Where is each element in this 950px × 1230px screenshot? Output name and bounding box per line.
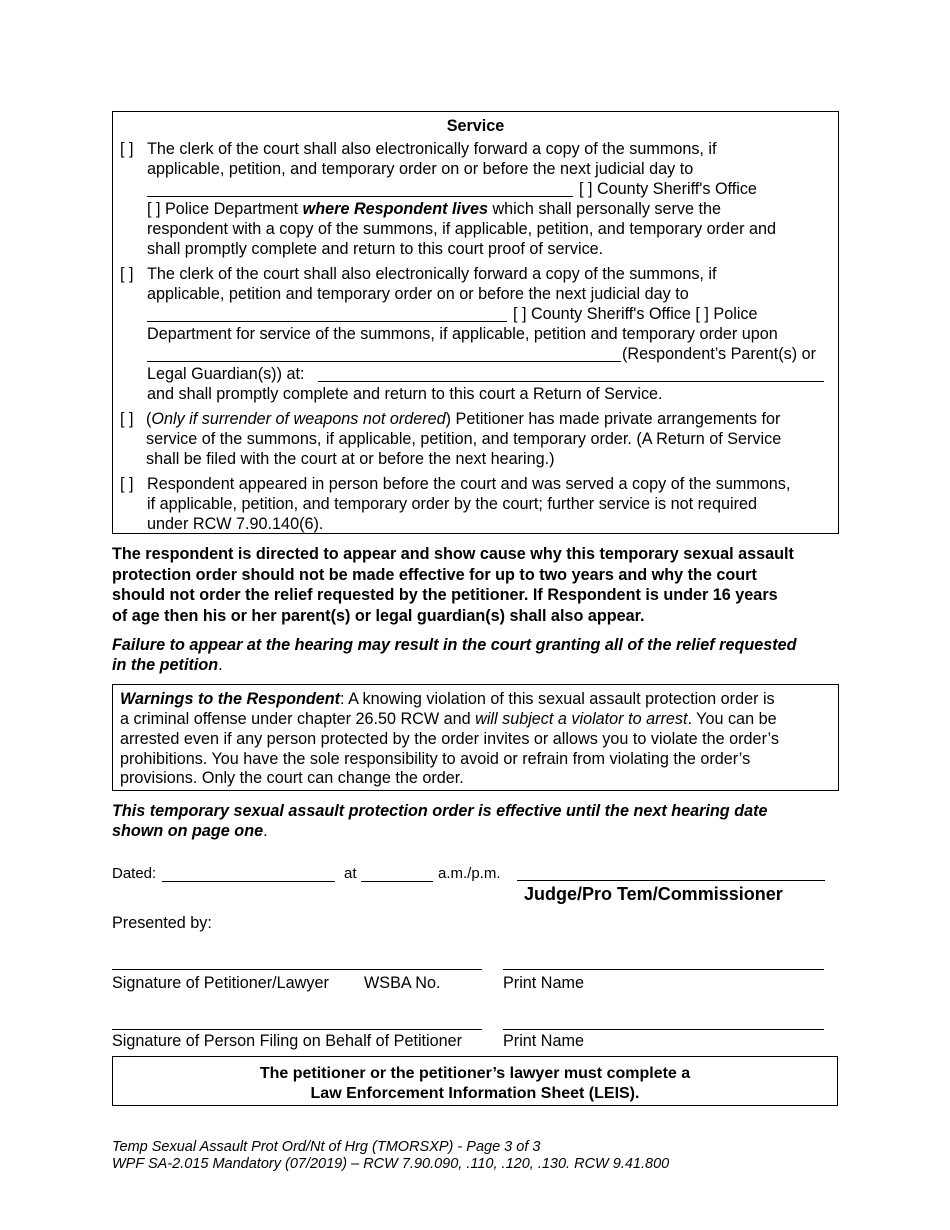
behalf-signature-label: Signature of Person Filing on Behalf of Petitioner (112, 1032, 463, 1050)
leis-line1: The petitioner or the petitioner’s lawyer must complete a (259, 1065, 691, 1082)
item1-police-option[interactable]: [ ] Police Department (147, 200, 303, 218)
print-name-line-2[interactable] (503, 1029, 824, 1030)
judge-title: Judge/Pro Tem/Commissioner (524, 884, 783, 904)
checkbox-item1[interactable]: [ ] (120, 140, 134, 158)
directive-line1: The respondent is directed to appear and show cause why this temporary sexual assault (112, 545, 794, 563)
item2-guardian: Legal Guardian(s)) at: (147, 365, 305, 383)
warnings-line2-italic: will subject a violator to arrest (475, 710, 688, 728)
directive-line3: should not order the relief requested by the petitioner. If Respondent is under 16 years (112, 586, 778, 604)
item2-line7: and shall promptly complete and return to this court a Return of Service. (147, 385, 663, 403)
judge-signature-line[interactable] (517, 880, 825, 881)
footer-line1: Temp Sexual Assault Prot Ord/Nt of Hrg (TMORSXP) - Page 3 of 3 (112, 1139, 541, 1155)
failure-line1: Failure to appear at the hearing may result in the court granting all of the relief requested (112, 636, 797, 654)
leis-box (112, 1056, 838, 1106)
at-label: at (344, 865, 357, 882)
effective-period: . (263, 822, 268, 840)
item1-where-lives: where Respondent lives (302, 200, 488, 218)
item1-police-line (147, 199, 721, 219)
failure-line2 (112, 655, 223, 675)
item2-address-blank[interactable] (318, 381, 824, 382)
checkbox-item2[interactable]: [ ] (120, 265, 134, 283)
warnings-line2 (120, 709, 777, 729)
item3-rest: ) Petitioner has made private arrangements for (445, 410, 781, 428)
item2-upon-blank[interactable] (147, 361, 621, 362)
behalf-signature-line[interactable] (112, 1029, 482, 1030)
item3-line2: service of the summons, if applicable, petition, and temporary order. (A Return of Service (146, 430, 782, 448)
item4-line1: Respondent appeared in person before the court and was served a copy of the summons, (147, 475, 791, 493)
directive-line2: protection order should not be made effective for up to two years and why the court (112, 566, 757, 584)
warnings-line3: arrested even if any person protected by the order invites or allows you to violate the order’s (120, 730, 779, 748)
ampm-label: a.m./p.m. (438, 865, 501, 882)
failure-in-petition: in the petition (112, 656, 219, 674)
warnings-line1 (120, 689, 775, 709)
footer-line2: WPF SA-2.015 Mandatory (07/2019) – RCW 7.90.090, .110, .120, .130. RCW 9.41.800 (112, 1156, 670, 1172)
directive-line4: of age then his or her parent(s) or legal guardian(s) shall also appear. (112, 607, 645, 625)
effective-line2 (112, 821, 268, 841)
item3-line3: shall be filed with the court at or before the next hearing.) (146, 450, 555, 468)
item1-agency-blank[interactable] (147, 196, 573, 197)
item2-parent: (Respondent’s Parent(s) or (622, 345, 817, 363)
item1-line2: applicable, petition, and temporary order on or before the next judicial day to (147, 160, 694, 178)
item1-sheriff-option[interactable]: [ ] County Sheriff's Office (579, 180, 757, 198)
leis-line2: Law Enforcement Information Sheet (LEIS). (310, 1085, 640, 1102)
item1-line6: shall promptly complete and return to this court proof of service. (147, 240, 604, 258)
time-field[interactable] (361, 881, 433, 882)
item1-police-post: which shall personally serve the (487, 200, 722, 218)
print-name-label-1: Print Name (503, 974, 584, 992)
item2-agency-blank[interactable] (147, 321, 507, 322)
warnings-line1-text: : A knowing violation of this sexual assault protection order is (340, 690, 775, 708)
item2-line2: applicable, petition and temporary order on or before the next judicial day to (147, 285, 689, 303)
effective-line1: This temporary sexual assault protection order is effective until the next hearing date (112, 802, 768, 820)
item4-line3: under RCW 7.90.140(6). (147, 515, 324, 533)
item3-open-paren: ( (146, 410, 152, 428)
presented-by: Presented by: (112, 914, 212, 932)
petitioner-signature-line[interactable] (112, 969, 482, 970)
warnings-title: Warnings to the Respondent (120, 690, 341, 708)
item2-line1: The clerk of the court shall also electronically forward a copy of the summons, if (147, 265, 717, 283)
effective-page-one: shown on page one (112, 822, 264, 840)
checkbox-item4[interactable]: [ ] (120, 475, 134, 493)
dated-field[interactable] (162, 881, 335, 882)
item4-line2: if applicable, petition, and temporary order by the court; further service is not required (147, 495, 758, 513)
failure-period: . (218, 656, 223, 674)
item1-line1: The clerk of the court shall also electronically forward a copy of the summons, if (147, 140, 717, 158)
dated-label: Dated: (112, 865, 157, 882)
print-name-line-1[interactable] (503, 969, 824, 970)
warnings-line2-pre: a criminal offense under chapter 26.50 RCW and (120, 710, 476, 728)
item1-line5: respondent with a copy of the summons, if applicable, petition, and temporary order and (147, 220, 776, 238)
petitioner-signature-label: Signature of Petitioner/Lawyer (112, 974, 329, 992)
item3-line1 (146, 409, 780, 429)
item3-italic: Only if surrender of weapons not ordered (151, 410, 446, 428)
item2-sheriff-police-option[interactable]: [ ] County Sheriff's Office [ ] Police (513, 305, 758, 323)
warnings-line5: provisions. Only the court can change the order. (120, 769, 464, 787)
item2-line4: Department for service of the summons, if applicable, petition and temporary order upon (147, 325, 778, 343)
checkbox-item3[interactable]: [ ] (120, 410, 134, 428)
print-name-label-2: Print Name (503, 1032, 584, 1050)
warnings-line4: prohibitions. You have the sole responsibility to avoid or refrain from violating the order’s (120, 750, 751, 768)
warnings-line2-post: . You can be (687, 710, 777, 728)
service-heading: Service (446, 117, 505, 135)
wsba-label: WSBA No. (364, 974, 441, 992)
